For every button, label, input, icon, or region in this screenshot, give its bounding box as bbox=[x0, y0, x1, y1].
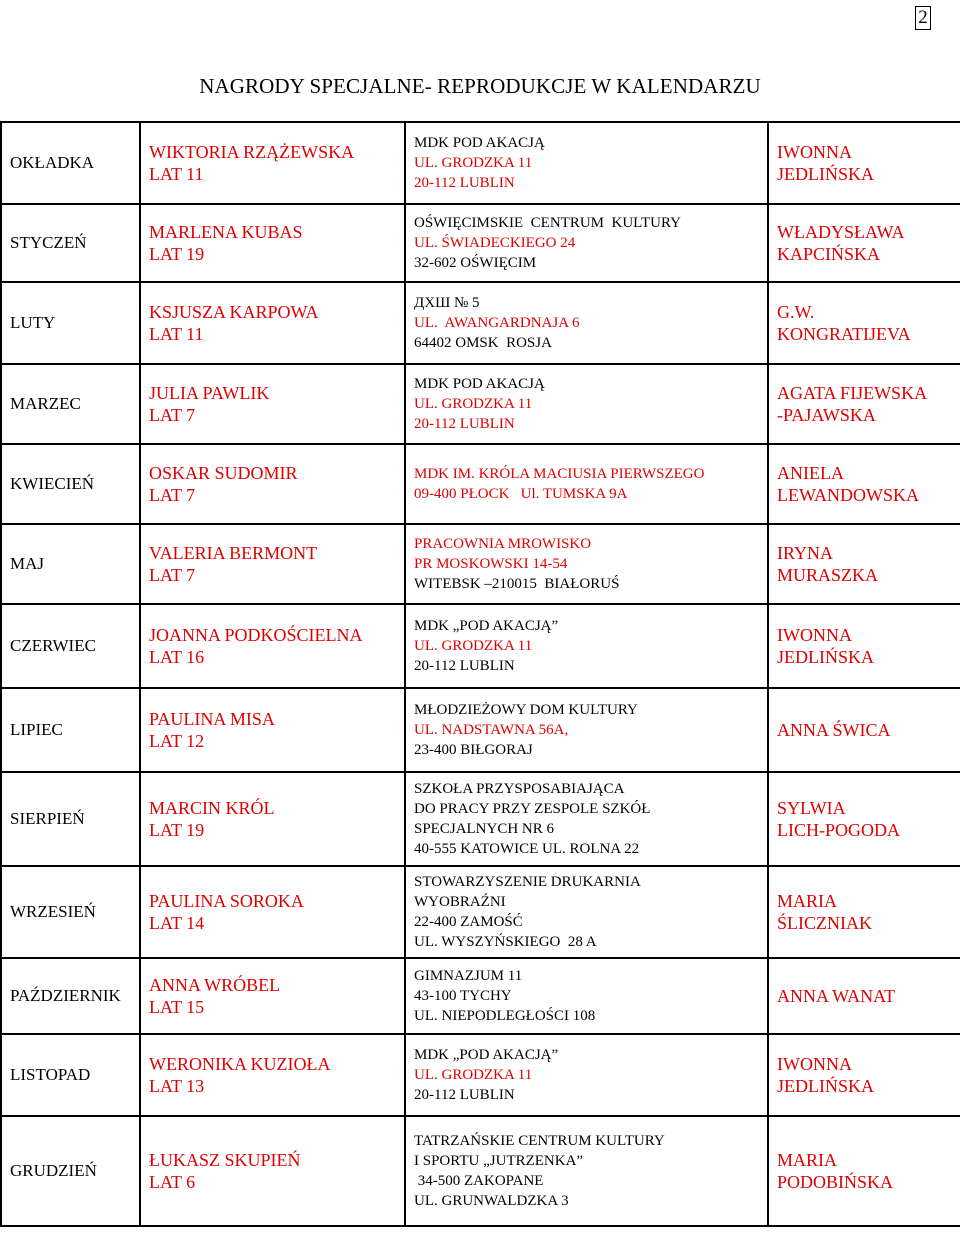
teacher-cell-line: JEDLIŃSKA bbox=[777, 164, 874, 184]
table-row bbox=[1, 364, 960, 444]
child-cell-line: LAT 7 bbox=[149, 405, 196, 425]
child-cell-line: LAT 11 bbox=[149, 164, 204, 184]
child-cell-line: LAT 13 bbox=[149, 1076, 205, 1096]
institution-cell-line: WYOBRAŹNI bbox=[414, 894, 506, 910]
teacher-cell bbox=[768, 604, 960, 688]
child-cell bbox=[140, 364, 405, 444]
child-cell-line: KSJUSZA KARPOWA bbox=[149, 302, 319, 322]
month-cell: CZERWIEC bbox=[1, 604, 140, 688]
teacher-cell-line: ANNA WANAT bbox=[777, 986, 896, 1006]
teacher-cell-line: WŁADYSŁAWA bbox=[777, 222, 905, 242]
month-cell: LISTOPAD bbox=[1, 1034, 140, 1116]
teacher-cell bbox=[768, 866, 960, 958]
child-cell-line: LAT 11 bbox=[149, 324, 204, 344]
institution-cell-line: GIMNAZJUM 11 bbox=[414, 968, 523, 984]
table-row bbox=[1, 958, 960, 1034]
institution-cell bbox=[405, 282, 768, 364]
child-cell bbox=[140, 688, 405, 772]
month-cell: MAJ bbox=[1, 524, 140, 604]
institution-cell-line: TATRZAŃSKIE CENTRUM KULTURY bbox=[414, 1133, 665, 1149]
teacher-cell-line: KAPCIŃSKA bbox=[777, 244, 881, 264]
table-row bbox=[1, 444, 960, 524]
teacher-cell-line: -PAJAWSKA bbox=[777, 405, 876, 425]
institution-cell-line: UL. NADSTAWNA 56A, bbox=[414, 722, 569, 738]
institution-cell-line: 40-555 KATOWICE UL. ROLNA 22 bbox=[414, 841, 640, 857]
child-cell-line: OSKAR SUDOMIR bbox=[149, 463, 298, 483]
teacher-cell-line: G.W. bbox=[777, 302, 815, 322]
institution-cell-line: ДХШ № 5 bbox=[414, 295, 480, 311]
month-cell: SIERPIEŃ bbox=[1, 772, 140, 866]
institution-cell-line: MDK „POD AKACJĄ” bbox=[414, 618, 559, 634]
child-cell-line: LAT 19 bbox=[149, 244, 205, 264]
institution-cell-line: 20-112 LUBLIN bbox=[414, 416, 515, 432]
institution-cell-line: MŁODZIEŻOWY DOM KULTURY bbox=[414, 702, 638, 718]
child-cell bbox=[140, 866, 405, 958]
month-cell: KWIECIEŃ bbox=[1, 444, 140, 524]
institution-cell bbox=[405, 1116, 768, 1226]
month-cell: LUTY bbox=[1, 282, 140, 364]
child-cell-line: LAT 16 bbox=[149, 647, 205, 667]
teacher-cell-line: IWONNA bbox=[777, 142, 852, 162]
institution-cell-line: UL. GRUNWALDZKA 3 bbox=[414, 1193, 569, 1209]
teacher-cell-line: LEWANDOWSKA bbox=[777, 485, 919, 505]
table-row bbox=[1, 772, 960, 866]
teacher-cell bbox=[768, 444, 960, 524]
institution-cell-line: SZKOŁA PRZYSPOSABIAJĄCA bbox=[414, 781, 625, 797]
teacher-cell-line: IWONNA bbox=[777, 625, 852, 645]
institution-cell-line: PR MOSKOWSKI 14-54 bbox=[414, 556, 568, 572]
institution-cell-line: MDK POD AKACJĄ bbox=[414, 135, 545, 151]
month-cell: MARZEC bbox=[1, 364, 140, 444]
teacher-cell-line: LICH-POGODA bbox=[777, 820, 900, 840]
institution-cell bbox=[405, 122, 768, 204]
institution-cell-line: UL. GRODZKA 11 bbox=[414, 1067, 533, 1083]
teacher-cell bbox=[768, 282, 960, 364]
institution-cell-line: 34-500 ZAKOPANE bbox=[414, 1173, 544, 1189]
child-cell-line: LAT 12 bbox=[149, 731, 205, 751]
institution-cell-line: UL. WYSZYŃSKIEGO 28 A bbox=[414, 934, 597, 950]
awards-table bbox=[0, 121, 960, 1227]
child-cell bbox=[140, 958, 405, 1034]
child-cell-line: LAT 6 bbox=[149, 1172, 196, 1192]
child-cell-line: JOANNA PODKOŚCIELNA bbox=[149, 625, 363, 645]
child-cell-line: JULIA PAWLIK bbox=[149, 383, 270, 403]
institution-cell-line: I SPORTU „JUTRZENKA” bbox=[414, 1153, 584, 1169]
institution-cell-line: SPECJALNYCH NR 6 bbox=[414, 821, 555, 837]
table-row bbox=[1, 1034, 960, 1116]
table-row bbox=[1, 282, 960, 364]
teacher-cell bbox=[768, 204, 960, 282]
institution-cell-line: 43-100 TYCHY bbox=[414, 988, 512, 1004]
child-cell-line: WIKTORIA RZĄŻEWSKA bbox=[149, 142, 355, 162]
table-row bbox=[1, 1116, 960, 1226]
institution-cell-line: 20-112 LUBLIN bbox=[414, 1087, 515, 1103]
child-cell bbox=[140, 444, 405, 524]
child-cell bbox=[140, 604, 405, 688]
teacher-cell bbox=[768, 1034, 960, 1116]
child-cell-line: LAT 19 bbox=[149, 820, 205, 840]
teacher-cell bbox=[768, 688, 960, 772]
teacher-cell bbox=[768, 1116, 960, 1226]
teacher-cell bbox=[768, 122, 960, 204]
institution-cell-line: MDK POD AKACJĄ bbox=[414, 376, 545, 392]
institution-cell-line: MDK „POD AKACJĄ” bbox=[414, 1047, 559, 1063]
table-row bbox=[1, 204, 960, 282]
institution-cell-line: 20-112 LUBLIN bbox=[414, 658, 515, 674]
child-cell-line: VALERIA BERMONT bbox=[149, 543, 318, 563]
teacher-cell-line: MURASZKA bbox=[777, 565, 879, 585]
child-cell bbox=[140, 1034, 405, 1116]
institution-cell-line: OŚWIĘCIMSKIE CENTRUM KULTURY bbox=[414, 215, 681, 231]
child-cell-line: PAULINA MISA bbox=[149, 709, 275, 729]
child-cell-line: LAT 7 bbox=[149, 565, 196, 585]
teacher-cell-line: ŚLICZNIAK bbox=[777, 913, 872, 933]
teacher-cell-line: PODOBIŃSKA bbox=[777, 1172, 894, 1192]
child-cell bbox=[140, 204, 405, 282]
month-cell: OKŁADKA bbox=[1, 122, 140, 204]
institution-cell-line: DO PRACY PRZY ZESPOLE SZKÓŁ bbox=[414, 801, 651, 817]
table-row bbox=[1, 524, 960, 604]
teacher-cell bbox=[768, 524, 960, 604]
page-number: 2 bbox=[915, 6, 931, 30]
teacher-cell-line: KONGRATIJEVA bbox=[777, 324, 911, 344]
table-row bbox=[1, 688, 960, 772]
institution-cell bbox=[405, 958, 768, 1034]
institution-cell-line: 20-112 LUBLIN bbox=[414, 175, 515, 191]
child-cell-line: WERONIKA KUZIOŁA bbox=[149, 1054, 331, 1074]
child-cell-line: PAULINA SOROKA bbox=[149, 891, 304, 911]
institution-cell bbox=[405, 204, 768, 282]
teacher-cell-line: ANIELA bbox=[777, 463, 844, 483]
child-cell-line: ŁUKASZ SKUPIEŃ bbox=[149, 1150, 301, 1170]
institution-cell-line: 09-400 PŁOCK Ul. TUMSKA 9A bbox=[414, 486, 628, 502]
child-cell bbox=[140, 122, 405, 204]
institution-cell-line: UL. GRODZKA 11 bbox=[414, 396, 533, 412]
teacher-cell-line: JEDLIŃSKA bbox=[777, 647, 874, 667]
institution-cell-line: 22-400 ZAMOŚĆ bbox=[414, 914, 523, 930]
table-row bbox=[1, 604, 960, 688]
table-row bbox=[1, 866, 960, 958]
institution-cell-line: UL. AWANGARDNAJA 6 bbox=[414, 315, 580, 331]
institution-cell-line: STOWARZYSZENIE DRUKARNIA bbox=[414, 874, 641, 890]
teacher-cell-line: MARIA bbox=[777, 1150, 838, 1170]
child-cell-line: MARCIN KRÓL bbox=[149, 798, 275, 818]
teacher-cell bbox=[768, 772, 960, 866]
child-cell bbox=[140, 1116, 405, 1226]
institution-cell bbox=[405, 866, 768, 958]
teacher-cell bbox=[768, 958, 960, 1034]
child-cell-line: ANNA WRÓBEL bbox=[149, 975, 281, 995]
institution-cell-line: UL. NIEPODLEGŁOŚCI 108 bbox=[414, 1008, 596, 1024]
teacher-cell-line: IRYNA bbox=[777, 543, 834, 563]
child-cell bbox=[140, 282, 405, 364]
child-cell-line: MARLENA KUBAS bbox=[149, 222, 303, 242]
teacher-cell-line: MARIA bbox=[777, 891, 838, 911]
institution-cell-line: UL. GRODZKA 11 bbox=[414, 638, 533, 654]
institution-cell bbox=[405, 364, 768, 444]
institution-cell-line: UL. ŚWIADECKIEGO 24 bbox=[414, 235, 576, 251]
month-cell: WRZESIEŃ bbox=[1, 866, 140, 958]
teacher-cell-line: SYLWIA bbox=[777, 798, 846, 818]
institution-cell-line: 32-602 OŚWIĘCIM bbox=[414, 255, 537, 271]
institution-cell bbox=[405, 444, 768, 524]
month-cell: LIPIEC bbox=[1, 688, 140, 772]
month-cell: GRUDZIEŃ bbox=[1, 1116, 140, 1226]
institution-cell bbox=[405, 688, 768, 772]
institution-cell-line: 64402 OMSK ROSJA bbox=[414, 335, 552, 351]
teacher-cell-line: AGATA FIJEWSKA bbox=[777, 383, 928, 403]
teacher-cell-line: IWONNA bbox=[777, 1054, 852, 1074]
institution-cell bbox=[405, 604, 768, 688]
institution-cell-line: PRACOWNIA MROWISKO bbox=[414, 536, 592, 552]
table-row bbox=[1, 122, 960, 204]
teacher-cell-line: JEDLIŃSKA bbox=[777, 1076, 874, 1096]
institution-cell bbox=[405, 772, 768, 866]
page-title: NAGRODY SPECJALNE- REPRODUKCJE W KALENDARZU bbox=[199, 74, 761, 98]
child-cell-line: LAT 7 bbox=[149, 485, 196, 505]
child-cell bbox=[140, 772, 405, 866]
teacher-cell bbox=[768, 364, 960, 444]
institution-cell bbox=[405, 524, 768, 604]
child-cell bbox=[140, 524, 405, 604]
child-cell-line: LAT 14 bbox=[149, 913, 205, 933]
institution-cell-line: 23-400 BIŁGORAJ bbox=[414, 742, 533, 758]
institution-cell-line: WITEBSK –210015 BIAŁORUŚ bbox=[414, 576, 620, 592]
institution-cell-line: UL. GRODZKA 11 bbox=[414, 155, 533, 171]
child-cell-line: LAT 15 bbox=[149, 997, 205, 1017]
month-cell: STYCZEŃ bbox=[1, 204, 140, 282]
teacher-cell-line: ANNA ŚWICA bbox=[777, 720, 891, 740]
month-cell: PAŹDZIERNIK bbox=[1, 958, 140, 1034]
institution-cell bbox=[405, 1034, 768, 1116]
institution-cell-line: MDK IM. KRÓLA MACIUSIA PIERWSZEGO bbox=[414, 466, 705, 482]
